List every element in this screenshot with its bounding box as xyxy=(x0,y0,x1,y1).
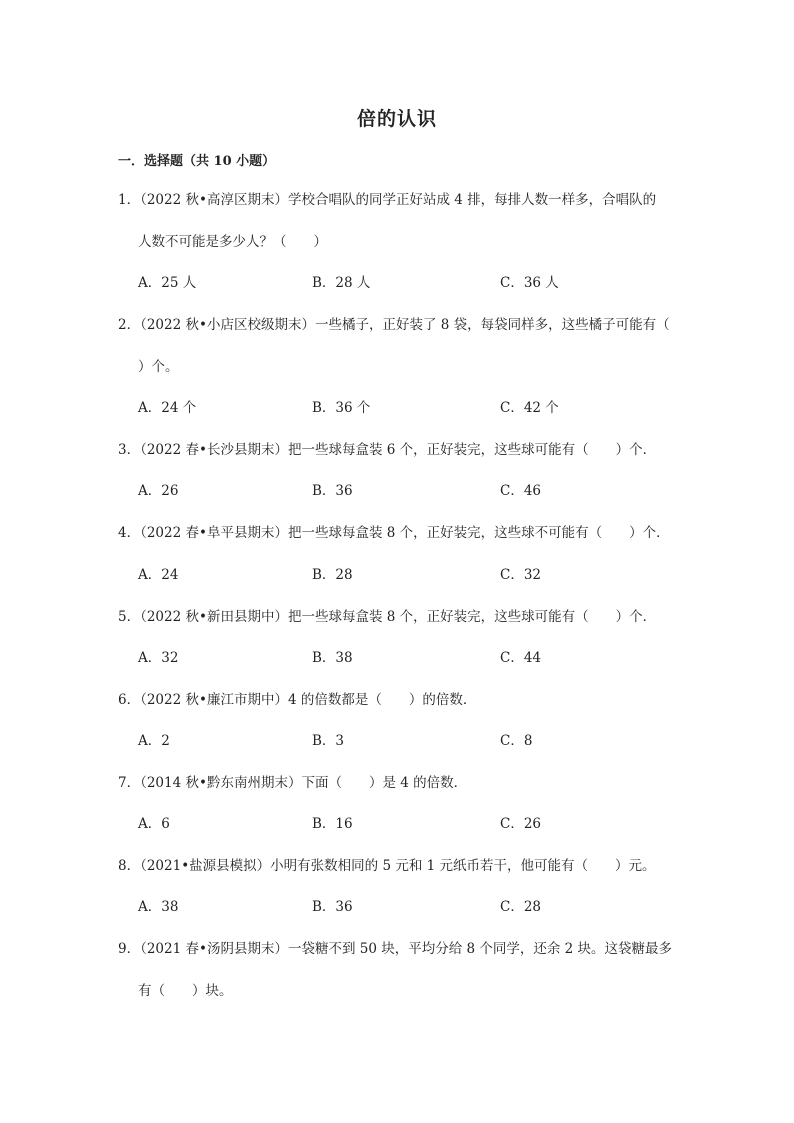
question-6-options xyxy=(138,732,678,750)
question-5-option-b: B．38 xyxy=(312,650,353,666)
question-7-option-b: B．16 xyxy=(312,816,353,832)
question-3-option-a: A．26 xyxy=(138,483,179,499)
question-4-options xyxy=(138,566,678,584)
question-7-option-c: C．26 xyxy=(500,816,542,832)
question-2-continuation: ）个。 xyxy=(138,359,179,375)
question-3-stem: 3．（2022 春•长沙县期末）把一些球每盒装 6 个，正好装完，这些球可能有（ ）个． xyxy=(118,442,657,458)
question-6-stem: 6．（2022 秋•廉江市期中）4 的倍数都是（ ）的倍数． xyxy=(118,692,477,708)
question-8-option-a: A．38 xyxy=(138,899,179,915)
question-2-option-c: C．42 个 xyxy=(500,400,559,416)
question-4-option-c: C．32 xyxy=(500,567,542,583)
question-1-option-a: A．25 人 xyxy=(138,275,197,291)
question-4-stem: 4．（2022 春•阜平县期末）把一些球每盒装 8 个，正好装完，这些球不可能有（ ）个． xyxy=(118,525,670,541)
question-9-continuation: 有（ ）块。 xyxy=(138,983,233,999)
question-6-option-a: A．2 xyxy=(138,733,170,749)
question-4-option-a: A．24 xyxy=(138,567,179,583)
question-1-option-c: C．36 人 xyxy=(500,275,559,291)
question-5-option-c: C．44 xyxy=(500,650,542,666)
question-3-option-c: C．46 xyxy=(500,483,542,499)
page-title: 倍的认识 xyxy=(356,108,437,130)
question-2-option-a: A．24 个 xyxy=(138,400,197,416)
question-8-option-b: B．36 xyxy=(312,899,353,915)
question-1-stem: 1．（2022 秋•高淳区期末）学校合唱队的同学正好站成 4 排，每排人数一样多，合唱队的 xyxy=(118,192,657,208)
question-2-stem: 2．（2022 秋•小店区校级期末）一些橘子，正好装了 8 袋，每袋同样多，这些橘子可能有（ xyxy=(118,317,670,333)
question-7-stem: 7．（2014 秋•黔东南州期末）下面（ ）是 4 的倍数． xyxy=(118,775,468,791)
question-8-options xyxy=(138,898,678,916)
question-2-options xyxy=(138,399,678,417)
question-8-option-c: C．28 xyxy=(500,899,542,915)
question-4-option-b: B．28 xyxy=(312,567,353,583)
question-7-options xyxy=(138,815,678,833)
question-1-continuation: 人数不可能是多少人？（ ） xyxy=(138,234,327,250)
question-2-option-b: B．36 个 xyxy=(312,400,371,416)
question-7-option-a: A．6 xyxy=(138,816,170,832)
question-3-option-b: B．36 xyxy=(312,483,353,499)
question-6-option-c: C．8 xyxy=(500,733,533,749)
question-8-stem: 8．（2021•盐源县模拟）小明有张数相同的 5 元和 1 元纸币若干，他可能有（ ）元。 xyxy=(118,858,656,874)
question-1-options xyxy=(138,274,678,292)
question-5-option-a: A．32 xyxy=(138,650,179,666)
question-5-options xyxy=(138,649,678,667)
question-6-option-b: B．3 xyxy=(312,733,345,749)
question-1-option-b: B．28 人 xyxy=(312,275,371,291)
section-heading: 一．选择题（共 10 小题） xyxy=(118,154,276,169)
question-9-stem: 9．（2021 春•汤阴县期末）一袋糖不到 50 块，平均分给 8 个同学，还余 2 块。这袋糖最多 xyxy=(118,941,673,957)
question-5-stem: 5．（2022 秋•新田县期中）把一些球每盒装 8 个，正好装完，这些球可能有（ ）个． xyxy=(118,609,657,625)
question-3-options xyxy=(138,482,678,500)
